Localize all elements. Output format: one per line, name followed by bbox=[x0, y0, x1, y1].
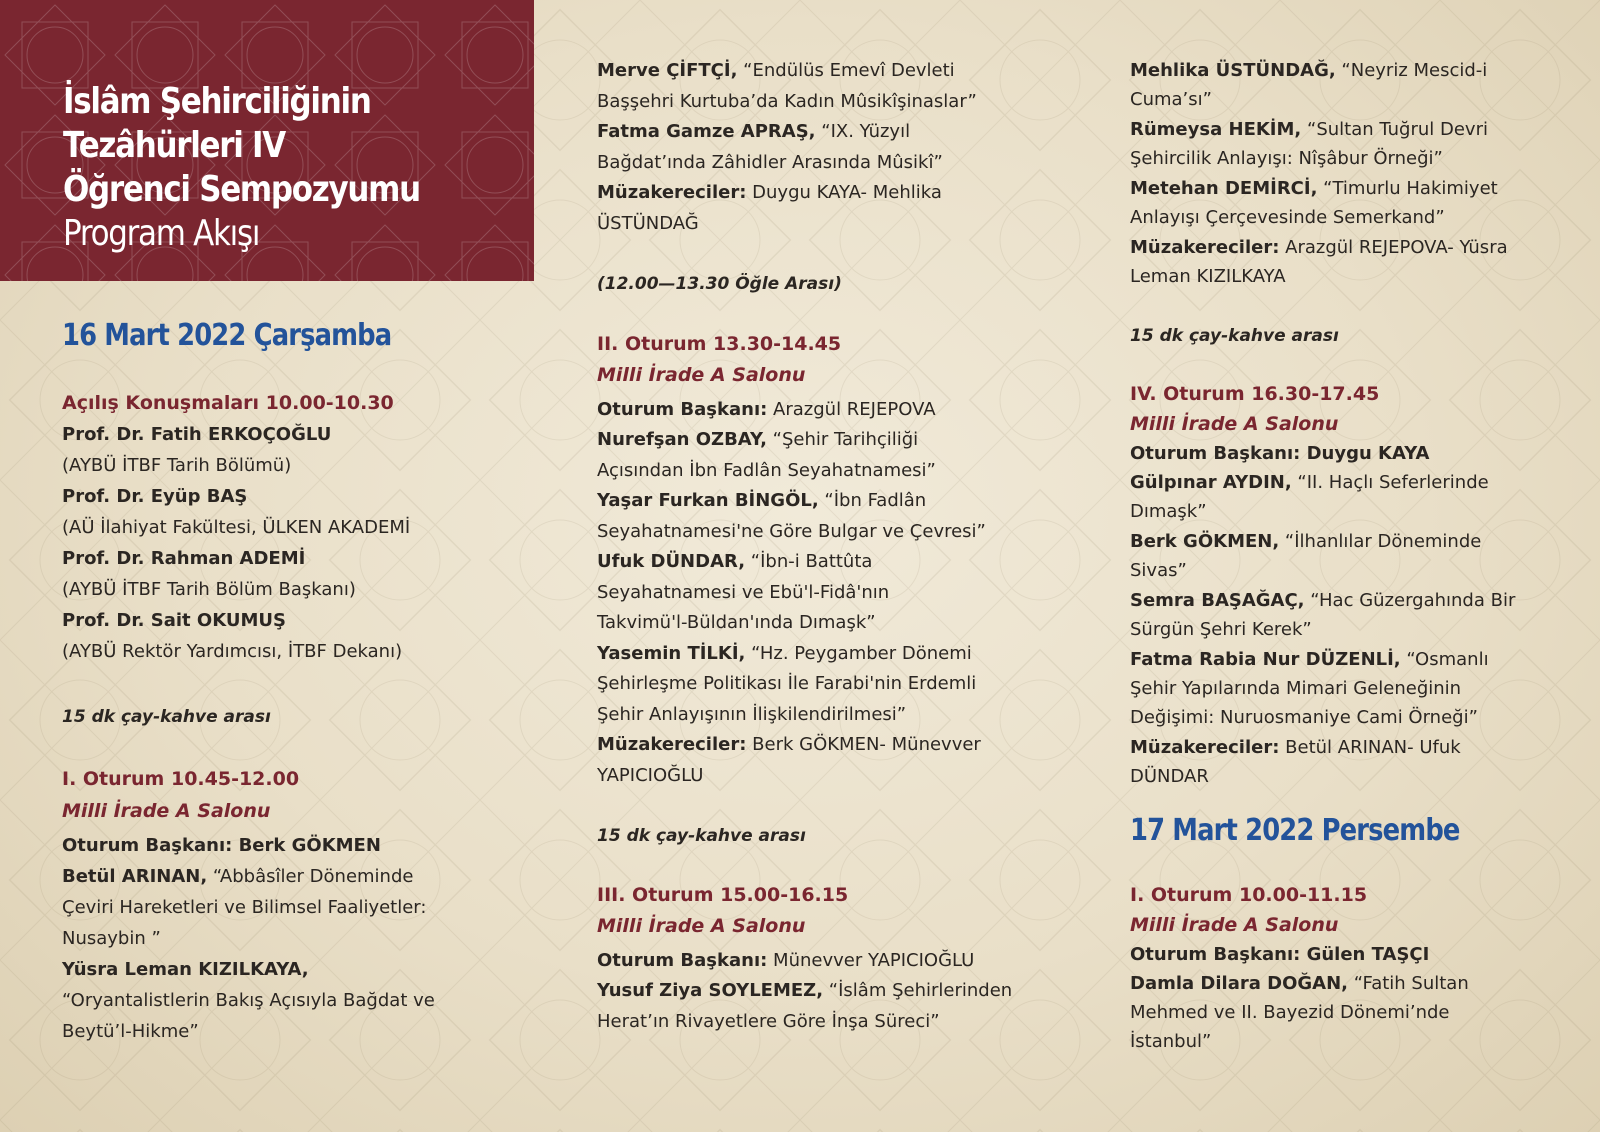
opening-speaker-1: Prof. Dr. Fatih ERKOÇOĞLU bbox=[62, 424, 332, 445]
discussants-label: Müzakereciler: bbox=[1130, 737, 1280, 758]
paper-title-line: Şehir Anlayışının İlişkilendirilmesi” bbox=[597, 704, 907, 725]
session-room: Milli İrade A Salonu bbox=[1130, 413, 1339, 435]
session-chair: Oturum Başkanı: Berk GÖKMEN bbox=[62, 835, 381, 856]
paper-title: “IX. Yüzyıl bbox=[815, 121, 911, 142]
paper-title: “İbn Fadlân bbox=[818, 490, 927, 511]
paper-title-line: Takvimü'l-Büldan'ında Dımaşk” bbox=[597, 612, 876, 633]
presenter-name: Yasemin TİLKİ, bbox=[597, 643, 746, 664]
paper-title: “Sultan Tuğrul Devri bbox=[1301, 119, 1488, 140]
title-line-3: Öğrenci Sempozyumu bbox=[63, 169, 420, 210]
chair-label: Oturum Başkanı: bbox=[597, 950, 768, 971]
title-line-1: İslâm Şehirciliğinin bbox=[63, 81, 371, 122]
discussants-line: Leman KIZILKAYA bbox=[1130, 266, 1286, 287]
opening-speaker-2: Prof. Dr. Eyüp BAŞ bbox=[62, 486, 248, 507]
paper-entry bbox=[1130, 60, 1487, 82]
session-room: Milli İrade A Salonu bbox=[597, 364, 806, 386]
paper-title: “İslâm Şehirlerinden bbox=[823, 980, 1013, 1001]
paper-entry bbox=[1130, 178, 1498, 200]
discussants bbox=[597, 182, 942, 204]
presenter-name: Fatma Gamze APRAŞ, bbox=[597, 121, 816, 142]
presenter-name: Fatma Rabia Nur DÜZENLİ, bbox=[1130, 649, 1401, 670]
paper-entry bbox=[597, 980, 1012, 1002]
presenter-name: Yüsra Leman KIZILKAYA, bbox=[62, 959, 309, 980]
paper-title-line: Sürgün Şehri Kerek” bbox=[1130, 619, 1312, 640]
paper-title: “Abbâsîler Döneminde bbox=[207, 866, 414, 887]
presenter-name: Rümeysa HEKİM, bbox=[1130, 119, 1302, 140]
paper-entry bbox=[1130, 590, 1515, 612]
chair-name: Arazgül REJEPOVA bbox=[767, 399, 936, 420]
chair-name: Münevver YAPICIOĞLU bbox=[767, 950, 975, 971]
paper-title-line: Sivas” bbox=[1130, 560, 1187, 581]
paper-entry bbox=[597, 490, 926, 512]
paper-title-line: Şehirleşme Politikası İle Farabi'nin Erdemli bbox=[597, 673, 977, 694]
session-room: Milli İrade A Salonu bbox=[1130, 914, 1339, 936]
opening-speaker-3: Prof. Dr. Rahman ADEMİ bbox=[62, 548, 306, 569]
paper-title-line: Seyahatnamesi'ne Göre Bulgar ve Çevresi” bbox=[597, 521, 986, 542]
day2-date: 17 Mart 2022 Persembe bbox=[1130, 813, 1460, 848]
paper-entry bbox=[1130, 649, 1489, 671]
paper-title-line: Anlayışı Çerçevesinde Semerkand” bbox=[1130, 207, 1445, 228]
paper-title: “Osmanlı bbox=[1400, 649, 1489, 670]
title-line-2: Tezâhürleri IV bbox=[63, 125, 285, 166]
presenter-name: Nurefşan OZBAY, bbox=[597, 429, 767, 450]
session-title: I. Oturum 10.45-12.00 bbox=[62, 768, 300, 790]
paper-title: “Fatih Sultan bbox=[1348, 973, 1469, 994]
paper-title: “İlhanlılar Döneminde bbox=[1279, 531, 1482, 552]
discussants bbox=[1130, 237, 1508, 259]
session-chair bbox=[597, 950, 974, 972]
paper-entry bbox=[1130, 973, 1469, 995]
paper-title-line: Başşehri Kurtuba’da Kadın Mûsikîşinaslar” bbox=[597, 91, 977, 112]
session-chair: Oturum Başkanı: Duygu KAYA bbox=[1130, 443, 1430, 464]
discussants-line: YAPICIOĞLU bbox=[597, 765, 704, 786]
paper-title-line: Nusaybin ” bbox=[62, 928, 161, 949]
presenter-name: Yusuf Ziya SOYLEMEZ, bbox=[597, 980, 824, 1001]
break-note: 15 dk çay-kahve arası bbox=[1130, 326, 1339, 346]
session-title: IV. Oturum 16.30-17.45 bbox=[1130, 383, 1380, 405]
session-room: Milli İrade A Salonu bbox=[62, 800, 271, 822]
paper-title-line: Seyahatnamesi ve Ebü'l-Fidâ'nın bbox=[597, 582, 890, 603]
page-title bbox=[63, 80, 420, 256]
paper-title-line: Herat’ın Rivayetlere Göre İnşa Süreci” bbox=[597, 1011, 940, 1032]
paper-entry bbox=[597, 121, 910, 143]
session-title: III. Oturum 15.00-16.15 bbox=[597, 884, 849, 906]
discussants-label: Müzakereciler: bbox=[597, 734, 747, 755]
presenter-name: Betül ARINAN, bbox=[62, 866, 208, 887]
discussants-line: DÜNDAR bbox=[1130, 766, 1209, 787]
header-banner bbox=[0, 0, 534, 281]
opening-affiliation-2: (AÜ İlahiyat Fakültesi, ÜLKEN AKADEMİ bbox=[62, 517, 411, 538]
session-room: Milli İrade A Salonu bbox=[597, 915, 806, 937]
discussants bbox=[1130, 737, 1461, 759]
discussants-line: ÜSTÜNDAĞ bbox=[597, 213, 699, 234]
paper-title: “Hac Güzergahında Bir bbox=[1304, 590, 1516, 611]
discussants-label: Müzakereciler: bbox=[1130, 237, 1280, 258]
discussants-names: Arazgül REJEPOVA- Yüsra bbox=[1279, 237, 1508, 258]
paper-entry bbox=[597, 643, 972, 665]
discussants-names: Duygu KAYA- Mehlika bbox=[746, 182, 942, 203]
paper-title: “Neyriz Mescid-i bbox=[1335, 60, 1488, 81]
opening-affiliation-4: (AYBÜ Rektör Yardımcısı, İTBF Dekanı) bbox=[62, 641, 403, 662]
presenter-name: Merve ÇİFTÇİ, bbox=[597, 60, 738, 81]
discussants-names: Berk GÖKMEN- Münevver bbox=[746, 734, 981, 755]
paper-title-line: Çeviri Hareketleri ve Bilimsel Faaliyetler: bbox=[62, 897, 427, 918]
opening-affiliation-1: (AYBÜ İTBF Tarih Bölümü) bbox=[62, 455, 292, 476]
paper-title-line: Şehir Yapılarında Mimari Geleneğinin bbox=[1130, 678, 1462, 699]
presenter-name: Yaşar Furkan BİNGÖL, bbox=[597, 490, 819, 511]
paper-title-line: Mehmed ve II. Bayezid Dönemi’nde bbox=[1130, 1002, 1450, 1023]
paper-title-line: Şehircilik Anlayışı: Nîşâbur Örneği” bbox=[1130, 148, 1443, 169]
presenter-name: Mehlika ÜSTÜNDAĞ, bbox=[1130, 60, 1336, 81]
paper-title-line: Dımaşk” bbox=[1130, 501, 1207, 522]
session-chair bbox=[597, 399, 936, 421]
paper-title: “Hz. Peygamber Dönemi bbox=[745, 643, 972, 664]
presenter-name: Semra BAŞAĞAÇ, bbox=[1130, 590, 1305, 611]
paper-entry bbox=[597, 551, 872, 573]
paper-title-line: Beytü’l-Hikme” bbox=[62, 1021, 199, 1042]
paper-title-line: Cuma’sı” bbox=[1130, 89, 1212, 110]
break-note: 15 dk çay-kahve arası bbox=[597, 826, 806, 846]
session-title: II. Oturum 13.30-14.45 bbox=[597, 333, 842, 355]
presenter-name: Damla Dilara DOĞAN, bbox=[1130, 973, 1348, 994]
day1-date: 16 Mart 2022 Çarşamba bbox=[62, 318, 392, 353]
paper-entry bbox=[1130, 472, 1489, 494]
paper-entry bbox=[597, 60, 955, 82]
opening-affiliation-3: (AYBÜ İTBF Tarih Bölüm Başkanı) bbox=[62, 579, 356, 600]
paper-entry bbox=[1130, 119, 1488, 141]
paper-title: “Endülüs Emevî Devleti bbox=[737, 60, 955, 81]
paper-title-line: Açısından İbn Fadlân Seyahatnamesi” bbox=[597, 460, 936, 481]
paper-title-line: “Oryantalistlerin Bakış Açısıyla Bağdat ve bbox=[62, 990, 435, 1011]
paper-title-line: Bağdat’ında Zâhidler Arasında Mûsikî” bbox=[597, 152, 943, 173]
session-chair: Oturum Başkanı: Gülen TAŞÇI bbox=[1130, 944, 1430, 965]
discussants-names: Betül ARINAN- Ufuk bbox=[1279, 737, 1461, 758]
paper-title-line: İstanbul” bbox=[1130, 1031, 1212, 1052]
paper-entry bbox=[62, 866, 413, 888]
session-title: I. Oturum 10.00-11.15 bbox=[1130, 884, 1368, 906]
lunch-note: (12.00—13.30 Öğle Arası) bbox=[597, 274, 842, 294]
paper-title: “Şehir Tarihçiliği bbox=[766, 429, 919, 450]
break-note: 15 dk çay-kahve arası bbox=[62, 707, 271, 727]
paper-title: “İbn-i Battûta bbox=[745, 551, 873, 572]
presenter-name: Ufuk DÜNDAR, bbox=[597, 551, 746, 572]
paper-title: “II. Haçlı Seferlerinde bbox=[1291, 472, 1489, 493]
presenter-name: Gülpınar AYDIN, bbox=[1130, 472, 1292, 493]
discussants bbox=[597, 734, 981, 756]
discussants-label: Müzakereciler: bbox=[597, 182, 747, 203]
opening-title: Açılış Konuşmaları 10.00-10.30 bbox=[62, 392, 394, 414]
presenter-name: Metehan DEMİRCİ, bbox=[1130, 178, 1318, 199]
paper-title-line: Değişimi: Nuruosmaniye Cami Örneği” bbox=[1130, 707, 1478, 728]
paper-title: “Timurlu Hakimiyet bbox=[1317, 178, 1498, 199]
opening-speaker-4: Prof. Dr. Sait OKUMUŞ bbox=[62, 610, 286, 631]
chair-label: Oturum Başkanı: bbox=[597, 399, 768, 420]
presenter-name: Berk GÖKMEN, bbox=[1130, 531, 1280, 552]
paper-entry bbox=[1130, 531, 1481, 553]
paper-entry bbox=[597, 429, 918, 451]
page-subtitle: Program Akışı bbox=[63, 213, 260, 254]
